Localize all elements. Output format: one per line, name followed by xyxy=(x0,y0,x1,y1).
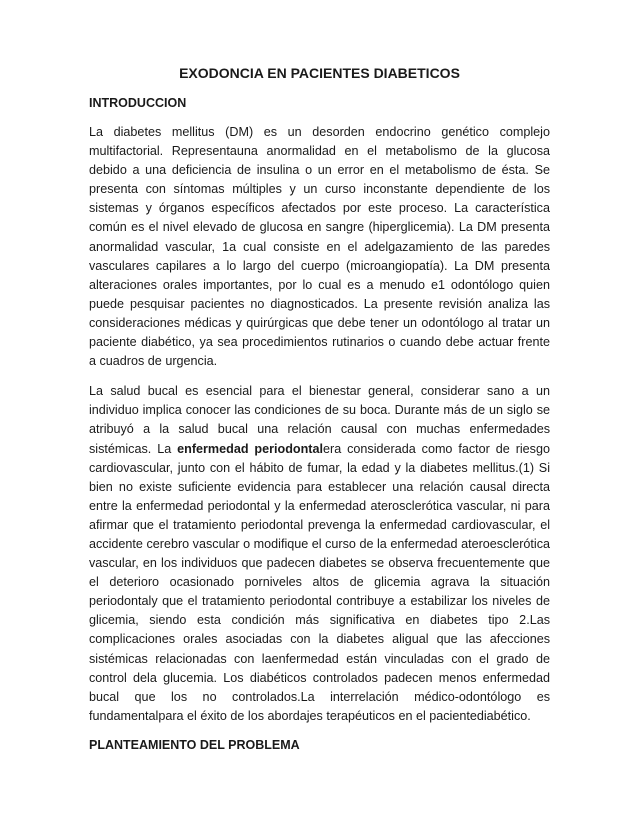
paragraph-2 xyxy=(89,382,550,726)
section-heading-planteamiento: PLANTEAMIENTO DEL PROBLEMA xyxy=(89,737,300,752)
document-page xyxy=(89,64,550,765)
paragraph-2-text-end: era considerada como factor de riesgo cardiovascular, junto con el hábito de fumar, la edad y la diabetes mellitus.(1) Si bien no existe suficiente evidencia para establecer una relación causal directa entre la enfermedad periodontal y la enfermedad aterosclerótica vascular, ni para afirmar que el tratamiento periodontal prevenga la enfermedad cardiovascular, el accidente cerebro vascular o modifique el curso de la enfermedad ateroesclerótica vascular, en los individuos que padecen diabetes se observa frecuentemente que el deterioro ocasionado porniveles altos de glicemia agrava la situación periodontaly que el tratamiento periodontal contribuye a estabilizar los niveles de glicemia, siendo esta condición más significativa en diabetes tipo 2.Las complicaciones orales asociadas con la diabetes aligual que las afecciones sistémicas relacionadas con laenfermedad están vinculadas con el grado de control dela glucemia. Los diabéticos controlados padecen menos enfermedad bucal que los no controlados.La interrelación médico-odontólogo es fundamentalpara el éxito de los abordajes terapéuticos en el pacientediabético. xyxy=(89,441,550,723)
section-heading-introduccion: INTRODUCCION xyxy=(89,96,187,110)
paragraph-1: La diabetes mellitus (DM) es un desorden endocrino genético complejo multifactorial. Representauna anormalidad en el metabolismo de la glucosa debido a una deficiencia de insulina o un error en el metabolismo de ésta. Se presenta con síntomas múltiples y un curso inconstante dependiente de los sistemas y órganos específicos afectados por este proceso. La característica común es el nivel elevado de glucosa en sangre (hiperglicemia). La DM presenta anormalidad vascular, 1a cual consiste en el adelgazamiento de las paredes vasculares capilares a lo largo del cuerpo (microangiopatía). La DM presenta alteraciones orales importantes, por lo cual es a menudo e1 odontólogo quien puede pesquisar pacientes no diagnosticados. La presente revisión analiza las consideraciones médicas y quirúrgicas que debe tener un odontólogo al tratar un paciente diabético, ya sea procedimientos rutinarios o cuando debe actuar frente a cuadros de urgencia. xyxy=(89,125,550,369)
paragraph-2-text-start: La salud bucal es esencial para el bienestar general, considerar sano a un individuo implica conocer las condiciones de su boca. Durante más de un siglo se atribuyó a la salud bucal una relación causal con muchas enfermedades sistémicas. La xyxy=(89,384,550,456)
document-title: EXODONCIA EN PACIENTES DIABETICOS xyxy=(179,65,460,81)
paragraph-2-bold-term: enfermedad periodontal xyxy=(177,441,323,456)
